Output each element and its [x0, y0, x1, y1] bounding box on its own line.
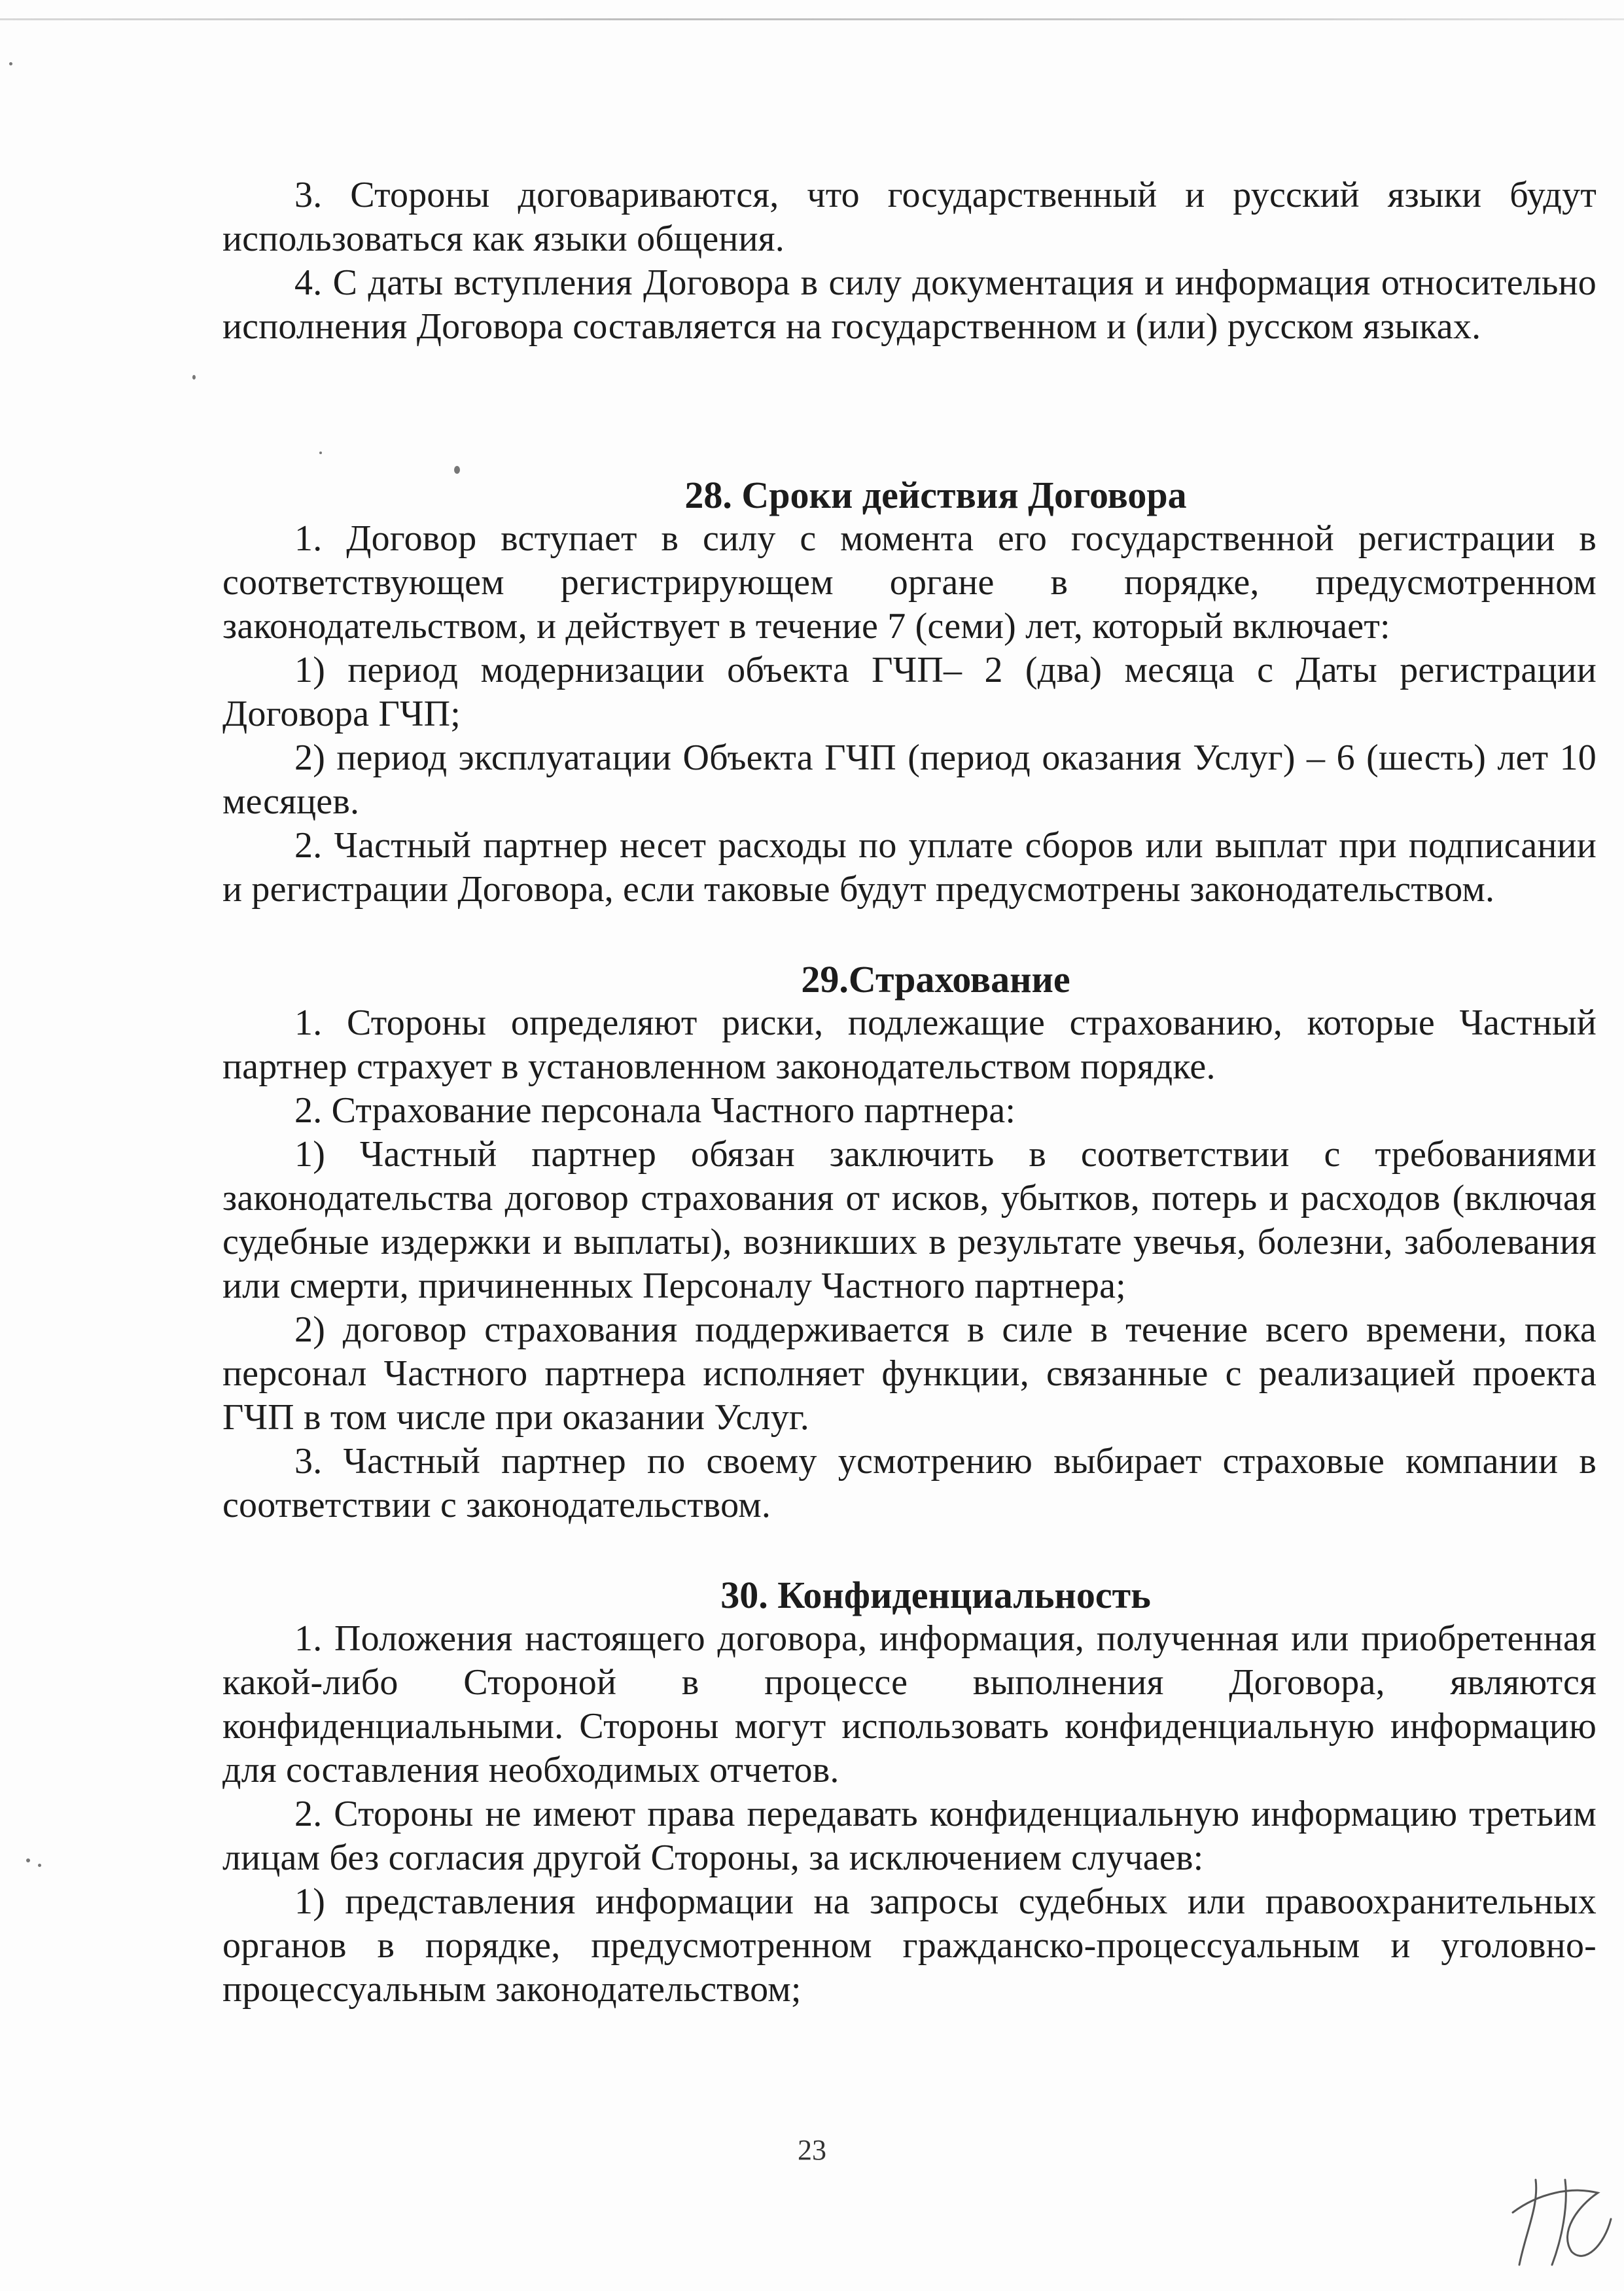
- section-29-paragraph: 1. Стороны определяют риски, подлежащие страхованию, которые Частный партнер страхует в установленном законодательством порядке.: [222, 1003, 1597, 1087]
- section-28-paragraph: 2) период эксплуатации Объекта ГЧП (период оказания Услуг) – 6 (шесть) лет 10 месяцев.: [222, 737, 1597, 822]
- section-28-paragraph: 1. Договор вступает в силу с момента его государственной регистрации в соответствующем регистрирующем органе в порядке, предусмотренном законодательством, и действует в течение 7 (семи) лет, который включает:: [222, 518, 1597, 647]
- section-29-title: 29.Страхование: [801, 958, 1070, 1001]
- document-body: [222, 173, 1597, 2012]
- scan-speck: [38, 1864, 41, 1867]
- section-29-paragraph: 1) Частный партнер обязан заключить в соответствии с требованиями законодательства договор страхования от исков, убытков, потерь и расходов (включая судебные издержки и выплаты), возникших в результате увечья, болезни, заболевания или смерти, причиненных Персоналу Частного партнера;: [222, 1134, 1597, 1306]
- section-30-paragraph: 1) представления информации на запросы судебных или правоохранительных органов в порядке, предусмотренном гражданско-процессуальным и уголовно-процессуальным законодательством;: [222, 1881, 1597, 2010]
- section-28-title: 28. Сроки действия Договора: [684, 474, 1187, 516]
- section-28-paragraph: 1) период модернизации объекта ГЧП– 2 (два) месяца с Даты регистрации Договора ГЧП;: [222, 650, 1597, 734]
- page-number: 23: [798, 2134, 826, 2166]
- section-28-paragraph: 2. Частный партнер несет расходы по уплате сборов или выплат при подписании и регистрации Договора, если таковые будут предусмотрены законодательством.: [222, 825, 1597, 910]
- scan-speck: [192, 375, 196, 380]
- scan-speck: [26, 1858, 30, 1862]
- signature-mark: [1500, 2167, 1617, 2271]
- scan-speck: [9, 62, 12, 65]
- section-30-paragraph: 1. Положения настоящего договора, информация, полученная или приобретенная какой-либо Стороной в процессе выполнения Договора, являются конфиденциальными. Стороны могут использовать конфиденциальную информацию для составления необходимых отчетов.: [222, 1618, 1597, 1790]
- section-29-paragraph: 3. Частный партнер по своему усмотрению выбирает страховые компании в соответствии с законодательством.: [222, 1441, 1597, 1525]
- section-29-paragraph: 2) договор страхования поддерживается в силе в течение всего времени, пока персонал Частного партнера исполняет функции, связанные с реализацией проекта ГЧП в том числе при оказании Услуг.: [222, 1309, 1597, 1438]
- section-30-paragraph: 2. Стороны не имеют права передавать конфиденциальную информацию третьим лицам без согласия другой Стороны, за исключением случаев:: [222, 1794, 1597, 1878]
- paragraph-documentation-language: 4. С даты вступления Договора в силу документация и информация относительно исполнения Договора составляется на государственном и (или) русском языках.: [222, 262, 1597, 347]
- section-30-title: 30. Конфиденциальность: [720, 1574, 1151, 1616]
- top-scan-edge: [0, 18, 1624, 20]
- section-29-paragraph: 2. Страхование персонала Частного партнера:: [294, 1090, 1016, 1131]
- paragraph-languages: 3. Стороны договариваются, что государственный и русский языки будут использоваться как языки общения.: [222, 175, 1597, 259]
